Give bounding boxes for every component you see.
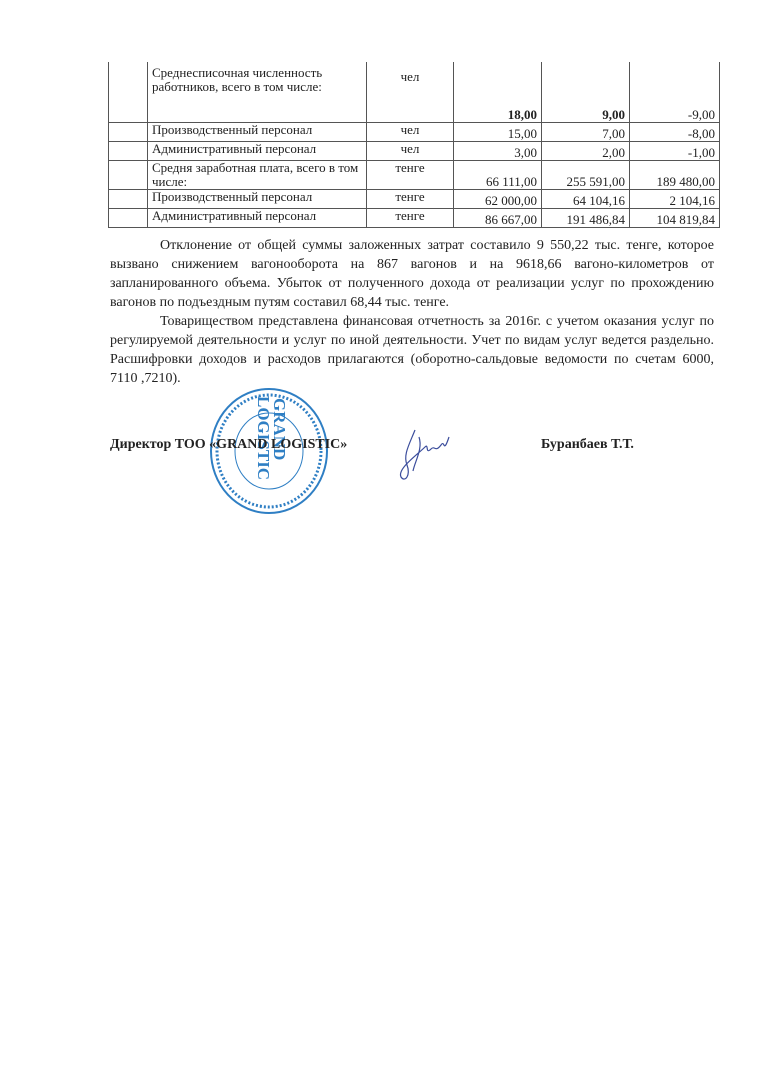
row-unit: тенге	[367, 209, 454, 228]
row-value: 3,00	[454, 142, 542, 161]
table-row	[109, 209, 720, 228]
row-value: 7,00	[542, 123, 630, 142]
row-value: 64 104,16	[542, 190, 630, 209]
signatory-position: Директор ТОО «GRAND LOGISTIC»	[110, 437, 348, 452]
row-value: 66 111,00	[454, 161, 542, 190]
row-value: 18,00	[507, 107, 537, 122]
svg-text:LOGISTIC: LOGISTIC	[254, 396, 273, 481]
staff-salary-table	[108, 62, 720, 228]
row-value: 2 104,16	[630, 190, 720, 209]
handwritten-signature	[395, 425, 455, 485]
table-row	[109, 62, 720, 123]
row-label: Средня заработная плата, всего в том числе:	[148, 161, 367, 190]
row-value: 189 480,00	[630, 161, 720, 190]
row-value: 9,00	[602, 107, 625, 122]
row-label: Среднесписочная численность работников, всего в том числе:	[148, 62, 367, 123]
row-unit: тенге	[367, 161, 454, 190]
signatory-name: Буранбаев Т.Т.	[541, 437, 634, 452]
row-value: 86 667,00	[454, 209, 542, 228]
row-value: 191 486,84	[542, 209, 630, 228]
row-label: Производственный персонал	[148, 123, 367, 142]
financial-report-paragraph: Товариществом представлена финансовая отчетность за 2016г. с учетом оказания услуг по регулируемой деятельности и услуг по иной деятельности. Учет по видам услуг ведется раздельно. Расшифровки доходов и расходов прилагаются (оборотно-сальдовые ведомости по счетам 6000, 7110 ,7210).	[110, 314, 714, 386]
row-value: 15,00	[454, 123, 542, 142]
row-label: Административный персонал	[148, 142, 367, 161]
table-row	[109, 190, 720, 209]
table-row	[109, 123, 720, 142]
table-row	[109, 142, 720, 161]
row-unit: чел	[367, 142, 454, 161]
row-label: Производственный персонал	[148, 190, 367, 209]
row-value: -8,00	[630, 123, 720, 142]
row-unit: тенге	[367, 190, 454, 209]
row-value: -1,00	[630, 142, 720, 161]
row-value: 255 591,00	[542, 161, 630, 190]
row-value: 104 819,84	[630, 209, 720, 228]
row-value: -9,00	[630, 62, 720, 123]
row-unit: чел	[367, 62, 454, 123]
row-value: 62 000,00	[454, 190, 542, 209]
row-label: Административный персонал	[148, 209, 367, 228]
deviation-paragraph: Отклонение от общей суммы заложенных затрат составило 9 550,22 тыс. тенге, которое вызвано снижением вагонооборота на 867 вагонов и на 9618,66 вагоно-километров от запланированного объема. Убыток от полученного дохода от реализации услуг по прохождению вагонов по подъездным путям составил 68,44 тыс. тенге.	[110, 238, 714, 310]
row-value: 2,00	[542, 142, 630, 161]
table-row	[109, 161, 720, 190]
row-unit: чел	[367, 123, 454, 142]
svg-text:GRAND: GRAND	[270, 398, 289, 461]
